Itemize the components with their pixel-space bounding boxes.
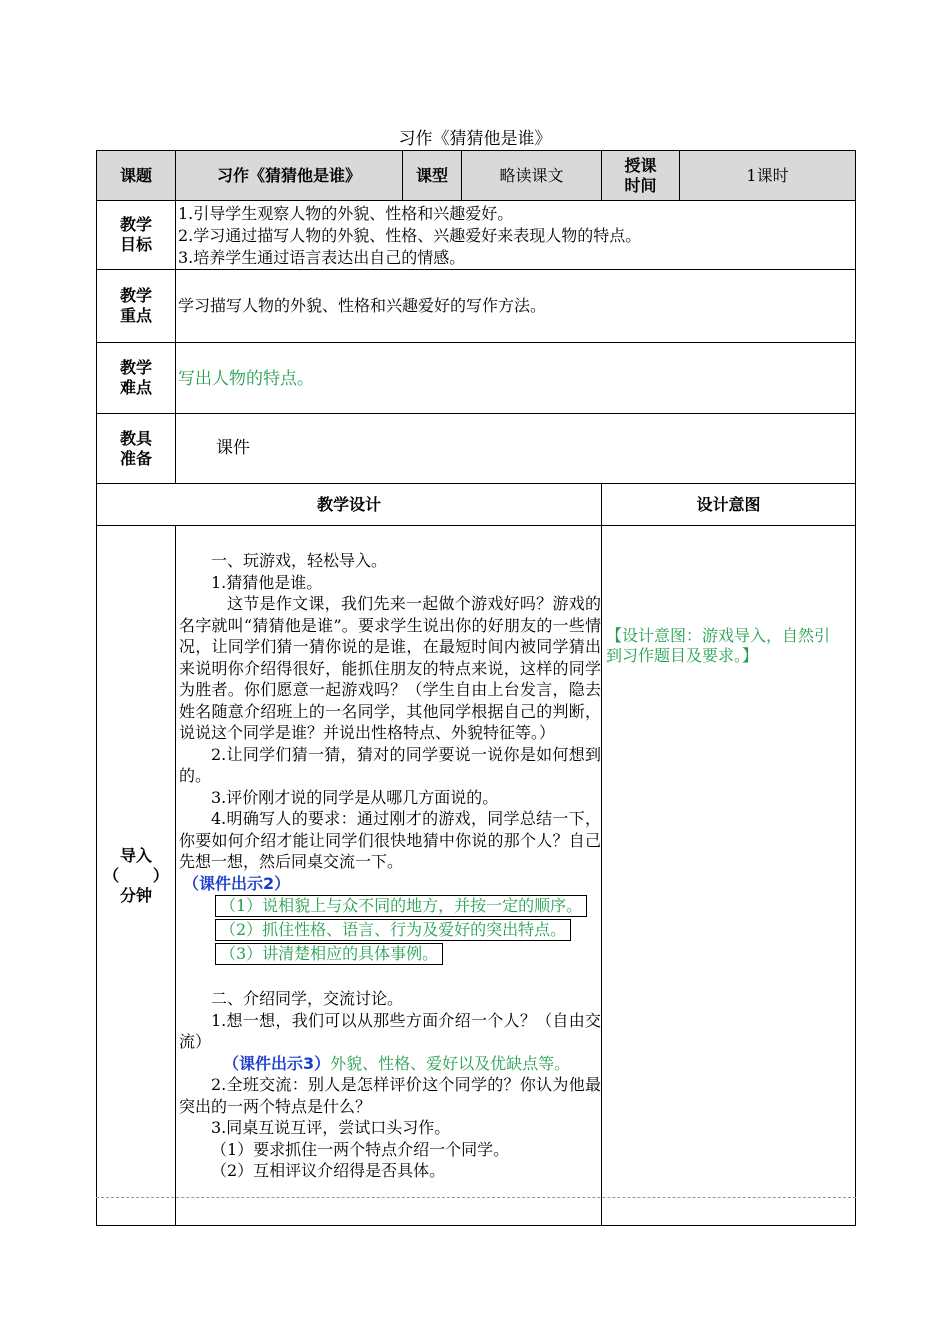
step-3: 3.评价刚才说的同学是从哪几方面说的。 <box>211 787 499 807</box>
tools-label-line1: 教具 <box>119 428 152 448</box>
topic-value: 习作《猜猜他是谁》 <box>176 151 403 201</box>
courseware-label-3: （课件出示3） <box>223 1053 331 1073</box>
courseware-note-2: （课件出示2） <box>183 873 291 893</box>
focus-content: 学习描写人物的外貌、性格和兴趣爱好的写作方法。 <box>176 270 856 343</box>
time-label <box>602 151 680 201</box>
section-label-line3: 分钟 <box>119 885 152 905</box>
step-1-title: 1.猜猜他是谁。 <box>211 572 323 592</box>
goals-label <box>97 201 176 270</box>
goal-item-1: 1.引导学生观察人物的外貌、性格和兴趣爱好。 <box>178 204 514 223</box>
requirement-box-2: （2）抓住性格、语言、行为及爱好的突出特点。 <box>215 919 571 941</box>
section-label <box>97 526 176 1226</box>
courseware-note-3 <box>179 1053 601 1075</box>
design-header: 教学设计 <box>97 484 602 526</box>
step-2-1: 1.想一想，我们可以从那些方面介绍一个人？（自由交流） <box>179 1010 601 1051</box>
step-4: 4.明确写人的要求：通过刚才的游戏，同学总结一下，你要如何介绍才能让同学们很快地猜中你说的那个人？自己先想一想，然后同桌交流一下。 <box>179 809 601 871</box>
page-break-line <box>96 1197 856 1198</box>
tools-label-line2: 准备 <box>119 448 152 468</box>
difficulty-row <box>97 343 856 414</box>
time-label-line2: 时间 <box>624 175 657 195</box>
courseware-text-3: 外貌、性格、爱好以及优缺点等。 <box>330 1053 571 1073</box>
focus-label-line1: 教学 <box>119 286 152 305</box>
type-label: 课型 <box>403 151 462 201</box>
tools-row <box>97 414 856 484</box>
section-label-line1: 导入 <box>119 845 152 865</box>
intent-header: 设计意图 <box>602 484 856 526</box>
goals-row <box>97 201 856 270</box>
requirement-box-3: （3）讲清楚相应的具体事例。 <box>215 943 443 965</box>
step-heading-2: 二、介绍同学，交流讨论。 <box>211 989 404 1008</box>
topic-label: 课题 <box>97 151 176 201</box>
difficulty-label <box>97 343 176 414</box>
time-label-line1: 授课 <box>624 155 657 175</box>
step-1-text: 这节是作文课，我们先来一起做个游戏好吗？游戏的名字就叫“猜猜他是谁”。要求学生说出你的好朋友的一些情况，让同学们猜一猜你说的是谁，在最短时间内被同学猜出来说明你介绍得很好，能抓住朋友的特点来说，这样的同学为胜者。你们愿意一起游戏吗？（学生自由上台发言，隐去姓名随意介绍班上的一名同学，其他同学根据自己的判断，说说这个同学是谁？并说出性格特点、外貌特征等。） <box>179 594 601 742</box>
difficulty-label-line1: 教学 <box>119 358 152 377</box>
goal-item-3: 3.培养学生通过语言表达出自己的情感。 <box>178 248 466 267</box>
document-title: 习作《猜猜他是谁》 <box>398 129 552 149</box>
type-value: 略读课文 <box>462 151 602 201</box>
requirement-box-1: （1）说相貌上与众不同的地方，并按一定的顺序。 <box>215 895 587 917</box>
tools-content: 课件 <box>176 414 856 484</box>
goal-item-2: 2.学习通过描写人物的外貌、性格、兴趣爱好来表现人物的特点。 <box>178 226 642 245</box>
difficulty-content: 写出人物的特点。 <box>176 343 856 414</box>
focus-label-line2: 重点 <box>119 306 152 325</box>
difficulty-label-line2: 难点 <box>119 378 152 397</box>
goals-label-line1: 教学 <box>119 215 152 234</box>
step-2-3: 3.同桌互说互评，尝试口头习作。 <box>211 1118 451 1137</box>
step-2-3-2: （2）互相评议介绍得是否具体。 <box>211 1161 446 1180</box>
design-header-row <box>97 484 856 526</box>
step-2-2: 2.全班交流：别人是怎样评价这个同学的？你认为他最突出的一两个特点是什么？ <box>179 1075 601 1116</box>
step-2-3-1: （1）要求抓住一两个特点介绍一个同学。 <box>211 1139 510 1159</box>
intro-section-row <box>97 526 856 1226</box>
step-heading-1: 一、玩游戏，轻松导入。 <box>211 551 388 570</box>
goals-label-line2: 目标 <box>119 235 152 254</box>
header-row <box>97 151 856 201</box>
time-value: 1课时 <box>680 151 856 201</box>
step-2: 2.让同学们猜一猜，猜对的同学要说一说你是如何想到的。 <box>179 744 601 785</box>
tools-label <box>97 414 176 484</box>
design-content <box>176 526 602 1226</box>
lesson-plan-table <box>96 150 856 1226</box>
focus-label <box>97 270 176 343</box>
focus-row <box>97 270 856 343</box>
intent-content: 【设计意图：游戏导入，自然引到习作题目及要求。】 <box>602 526 856 1226</box>
section-label-line2: （ ） <box>103 865 169 885</box>
goals-content <box>176 201 856 270</box>
